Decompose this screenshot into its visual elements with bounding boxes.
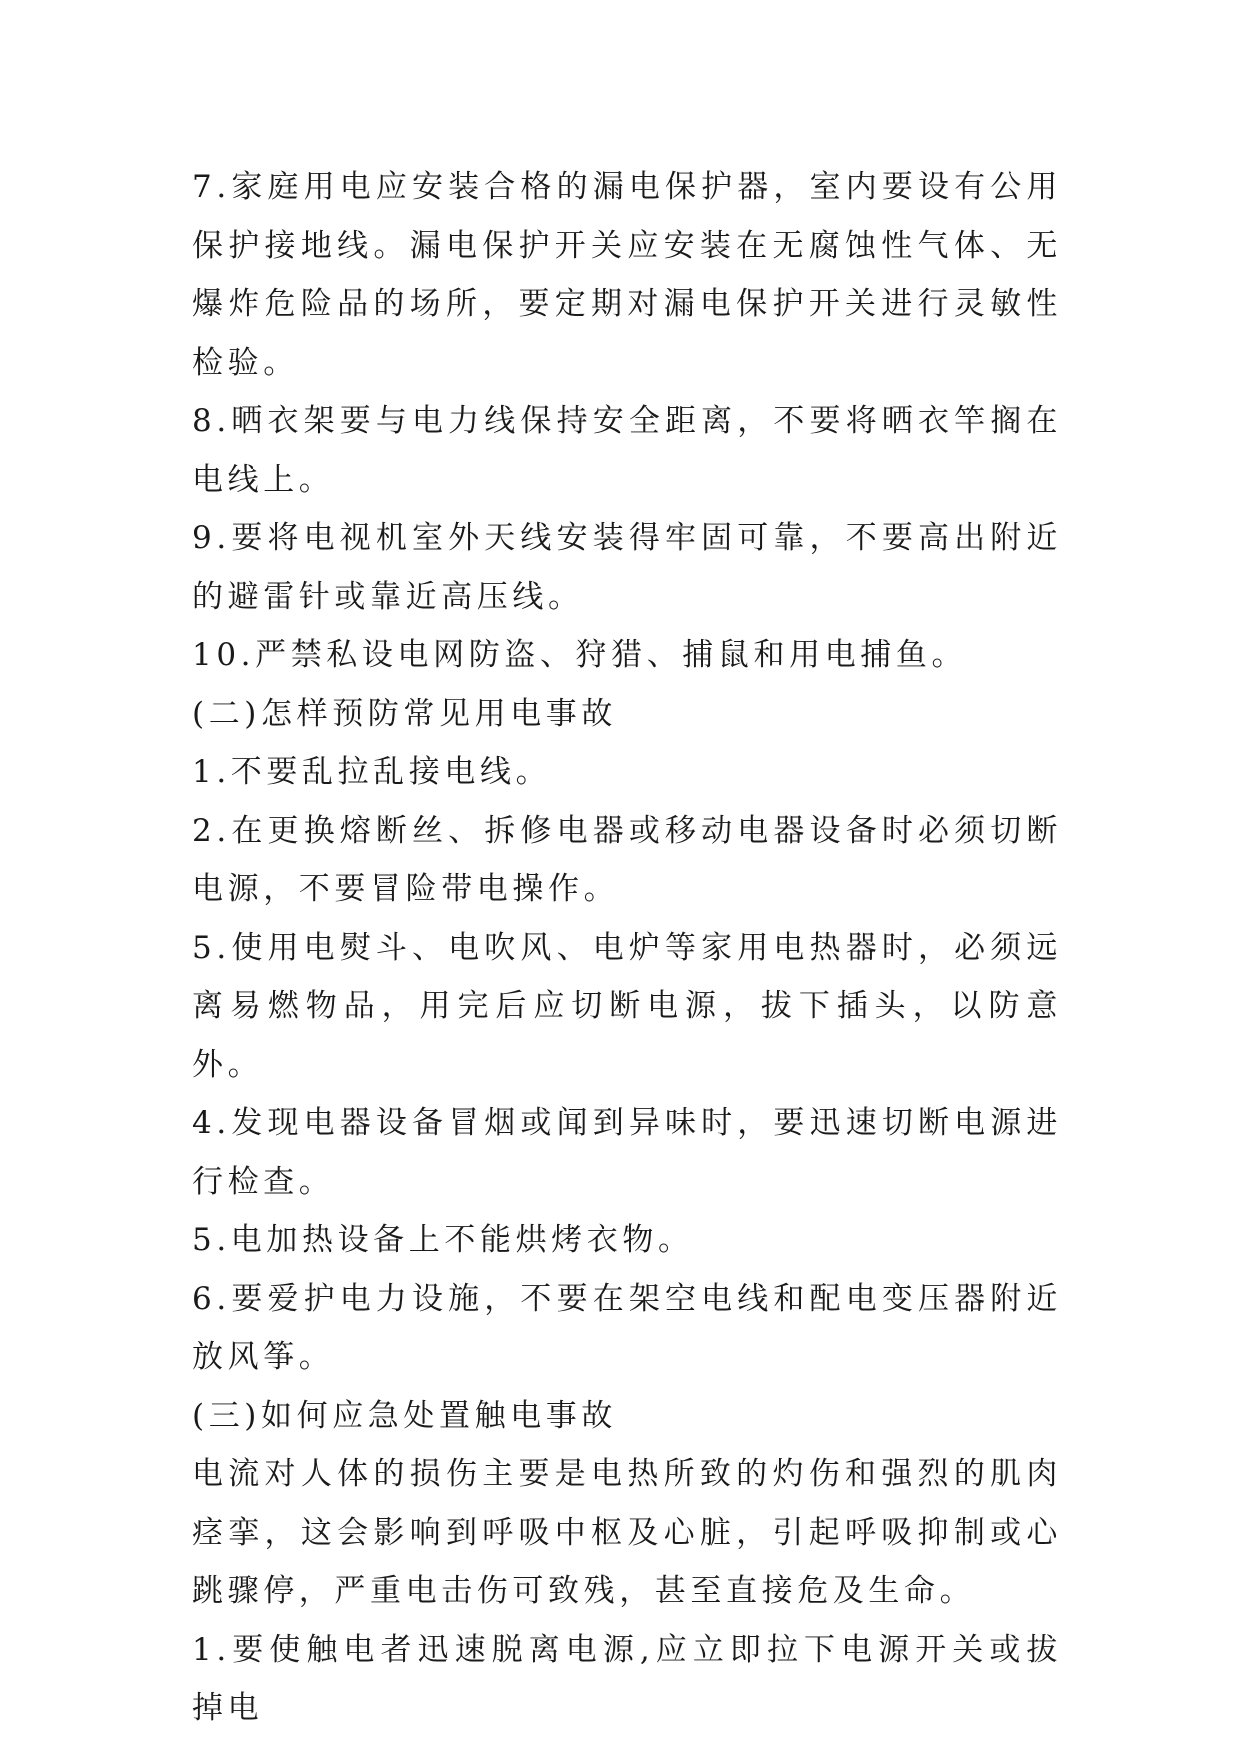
- paragraph-prevent-5a: 5.使用电熨斗、电吹风、电炉等家用电热器时，必须远离易燃物品，用完后应切断电源，拔下插头，以防意外。: [192, 929, 1062, 1083]
- paragraph-response-1: 1.要使触电者迅速脱离电源,应立即拉下电源开关或拔掉电: [192, 1631, 1062, 1726]
- paragraph-item-8: 8.晒衣架要与电力线保持安全距离，不要将晒衣竿搁在电线上。: [192, 403, 1062, 498]
- section-heading-3: (三)如何应急处置触电事故: [192, 1397, 617, 1434]
- document-body: [192, 158, 1062, 1738]
- paragraph-item-9: 9.要将电视机室外天线安装得牢固可靠，不要高出附近的避雷针或靠近高压线。: [192, 520, 1062, 615]
- paragraph-prevent-6: 6.要爱护电力设施，不要在架空电线和配电变压器附近放风筝。: [192, 1280, 1062, 1375]
- paragraph-prevent-2: 2.在更换熔断丝、拆修电器或移动电器设备时必须切断电源，不要冒险带电操作。: [192, 812, 1062, 907]
- section-heading-2: (二)怎样预防常见用电事故: [192, 695, 617, 732]
- paragraph-prevent-1: 1.不要乱拉乱接电线。: [192, 754, 552, 790]
- paragraph-item-10: 10.严禁私设电网防盗、狩猎、捕鼠和用电捕鱼。: [192, 637, 968, 673]
- paragraph-intro: 电流对人体的损伤主要是电热所致的灼伤和强烈的肌肉痉挛，这会影响到呼吸中枢及心脏，引起呼吸抑制或心跳骤停，严重电击伤可致残，甚至直接危及生命。: [192, 1456, 1062, 1609]
- paragraph-item-7: 7.家庭用电应安装合格的漏电保护器，室内要设有公用保护接地线。漏电保护开关应安装在无腐蚀性气体、无爆炸危险品的场所，要定期对漏电保护开关进行灵敏性检验。: [192, 169, 1062, 381]
- paragraph-prevent-5b: 5.电加热设备上不能烘烤衣物。: [192, 1222, 694, 1258]
- paragraph-prevent-4: 4.发现电器设备冒烟或闻到异味时，要迅速切断电源进行检查。: [192, 1105, 1062, 1200]
